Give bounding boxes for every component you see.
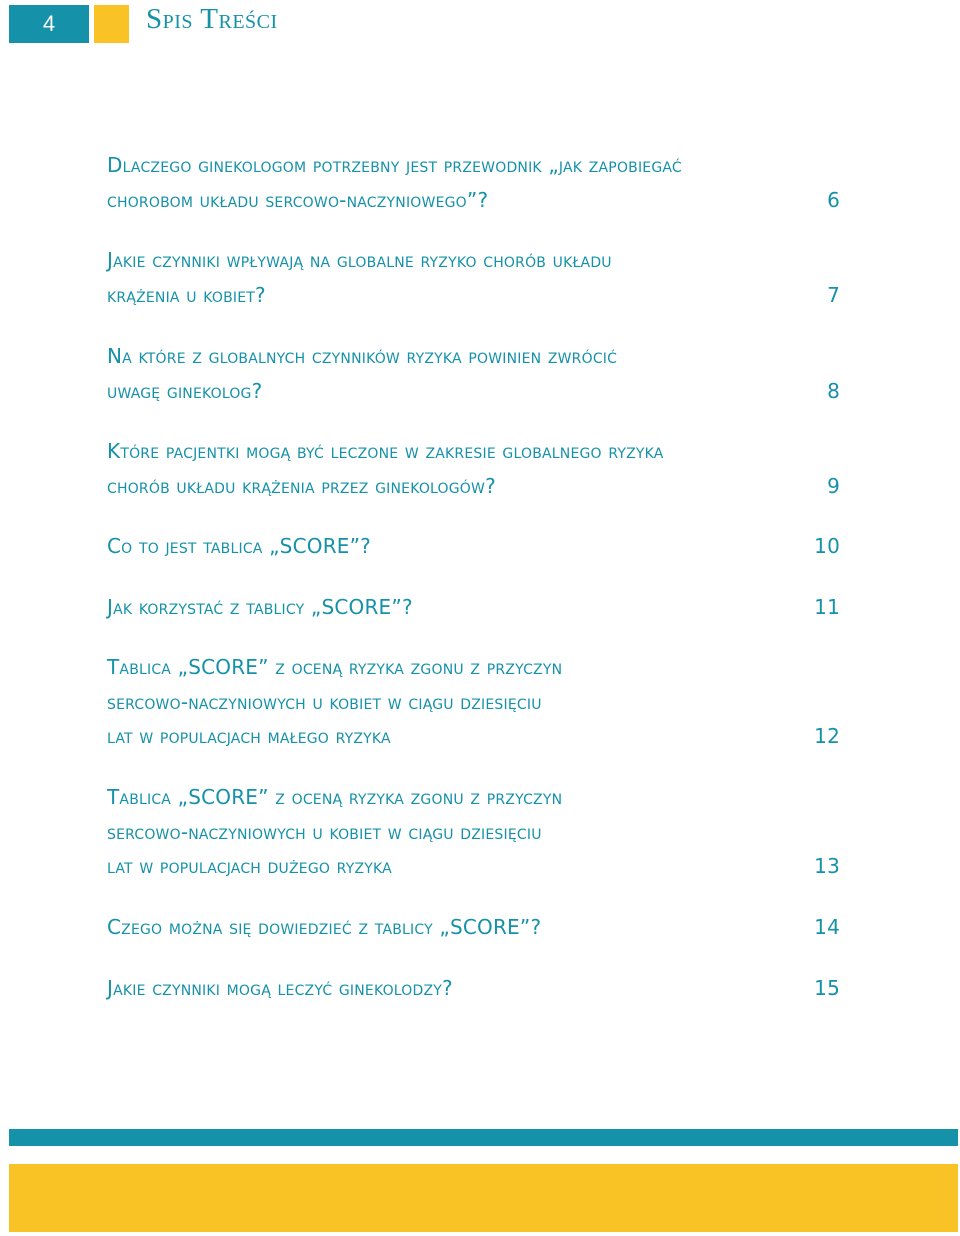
toc-entry-page: 15 bbox=[814, 976, 840, 1000]
toc-entry-text: Czego można się dowiedzieć z tablicy „SCORE”? bbox=[107, 915, 542, 939]
toc-entry[interactable] bbox=[107, 434, 840, 503]
toc-entry[interactable] bbox=[107, 590, 840, 625]
toc-entry-text: Dlaczego ginekologom potrzebny jest przewodnik „jak zapobiegać chorobom układu sercowo-naczyniowego”? bbox=[107, 153, 682, 212]
toc-entry-page: 12 bbox=[814, 724, 840, 748]
toc-entry-text: Tablica „SCORE” z oceną ryzyka zgonu z przyczyn sercowo-naczyniowych u kobiet w ciągu dziesięciu lat w populacjach małego ryzyka bbox=[107, 655, 563, 748]
toc-entry-text: Jak korzystać z tablicy „SCORE”? bbox=[107, 595, 413, 619]
footer-teal-band bbox=[9, 1129, 958, 1146]
toc-entry-text: Co to jest tablica „SCORE”? bbox=[107, 534, 371, 558]
toc-entry[interactable] bbox=[107, 650, 840, 754]
toc-entry-page: 6 bbox=[827, 187, 840, 212]
toc-entry-page: 11 bbox=[814, 595, 840, 619]
footer-yellow-band bbox=[9, 1164, 958, 1232]
toc-entry-page: 14 bbox=[814, 915, 840, 939]
toc-entry-text: Jakie czynniki mogą leczyć ginekolodzy? bbox=[107, 976, 453, 1000]
toc-entry[interactable] bbox=[107, 148, 840, 217]
toc-entry[interactable] bbox=[107, 529, 840, 564]
page-title: Spis Treści bbox=[146, 3, 278, 35]
toc-entry-text: Tablica „SCORE” z oceną ryzyka zgonu z przyczyn sercowo-naczyniowych u kobiet w ciągu dziesięciu lat w populacjach dużego ryzyka bbox=[107, 785, 563, 878]
toc-entry-page: 8 bbox=[827, 378, 840, 403]
toc-entry[interactable] bbox=[107, 243, 840, 312]
toc-entry[interactable] bbox=[107, 971, 840, 1006]
toc-entry-text: Które pacjentki mogą być leczone w zakresie globalnego ryzyka chorób układu krążenia przez ginekologów? bbox=[107, 439, 664, 498]
toc-entry[interactable] bbox=[107, 780, 840, 884]
page-number: 4 bbox=[42, 11, 56, 36]
yellow-accent-square bbox=[94, 5, 129, 43]
toc-entry[interactable] bbox=[107, 910, 840, 945]
page-number-box bbox=[9, 5, 89, 43]
toc-entry-page: 13 bbox=[814, 854, 840, 878]
toc-entry-page: 9 bbox=[827, 473, 840, 498]
toc-entry[interactable] bbox=[107, 339, 840, 408]
toc-entry-text: Na które z globalnych czynników ryzyka powinien zwrócić uwagę ginekolog? bbox=[107, 344, 618, 403]
toc-entry-page: 10 bbox=[814, 534, 840, 558]
toc-entry-text: Jakie czynniki wpływają na globalne ryzyko chorób układu krążenia u kobiet? bbox=[107, 248, 612, 307]
toc-entry-page: 7 bbox=[827, 282, 840, 307]
